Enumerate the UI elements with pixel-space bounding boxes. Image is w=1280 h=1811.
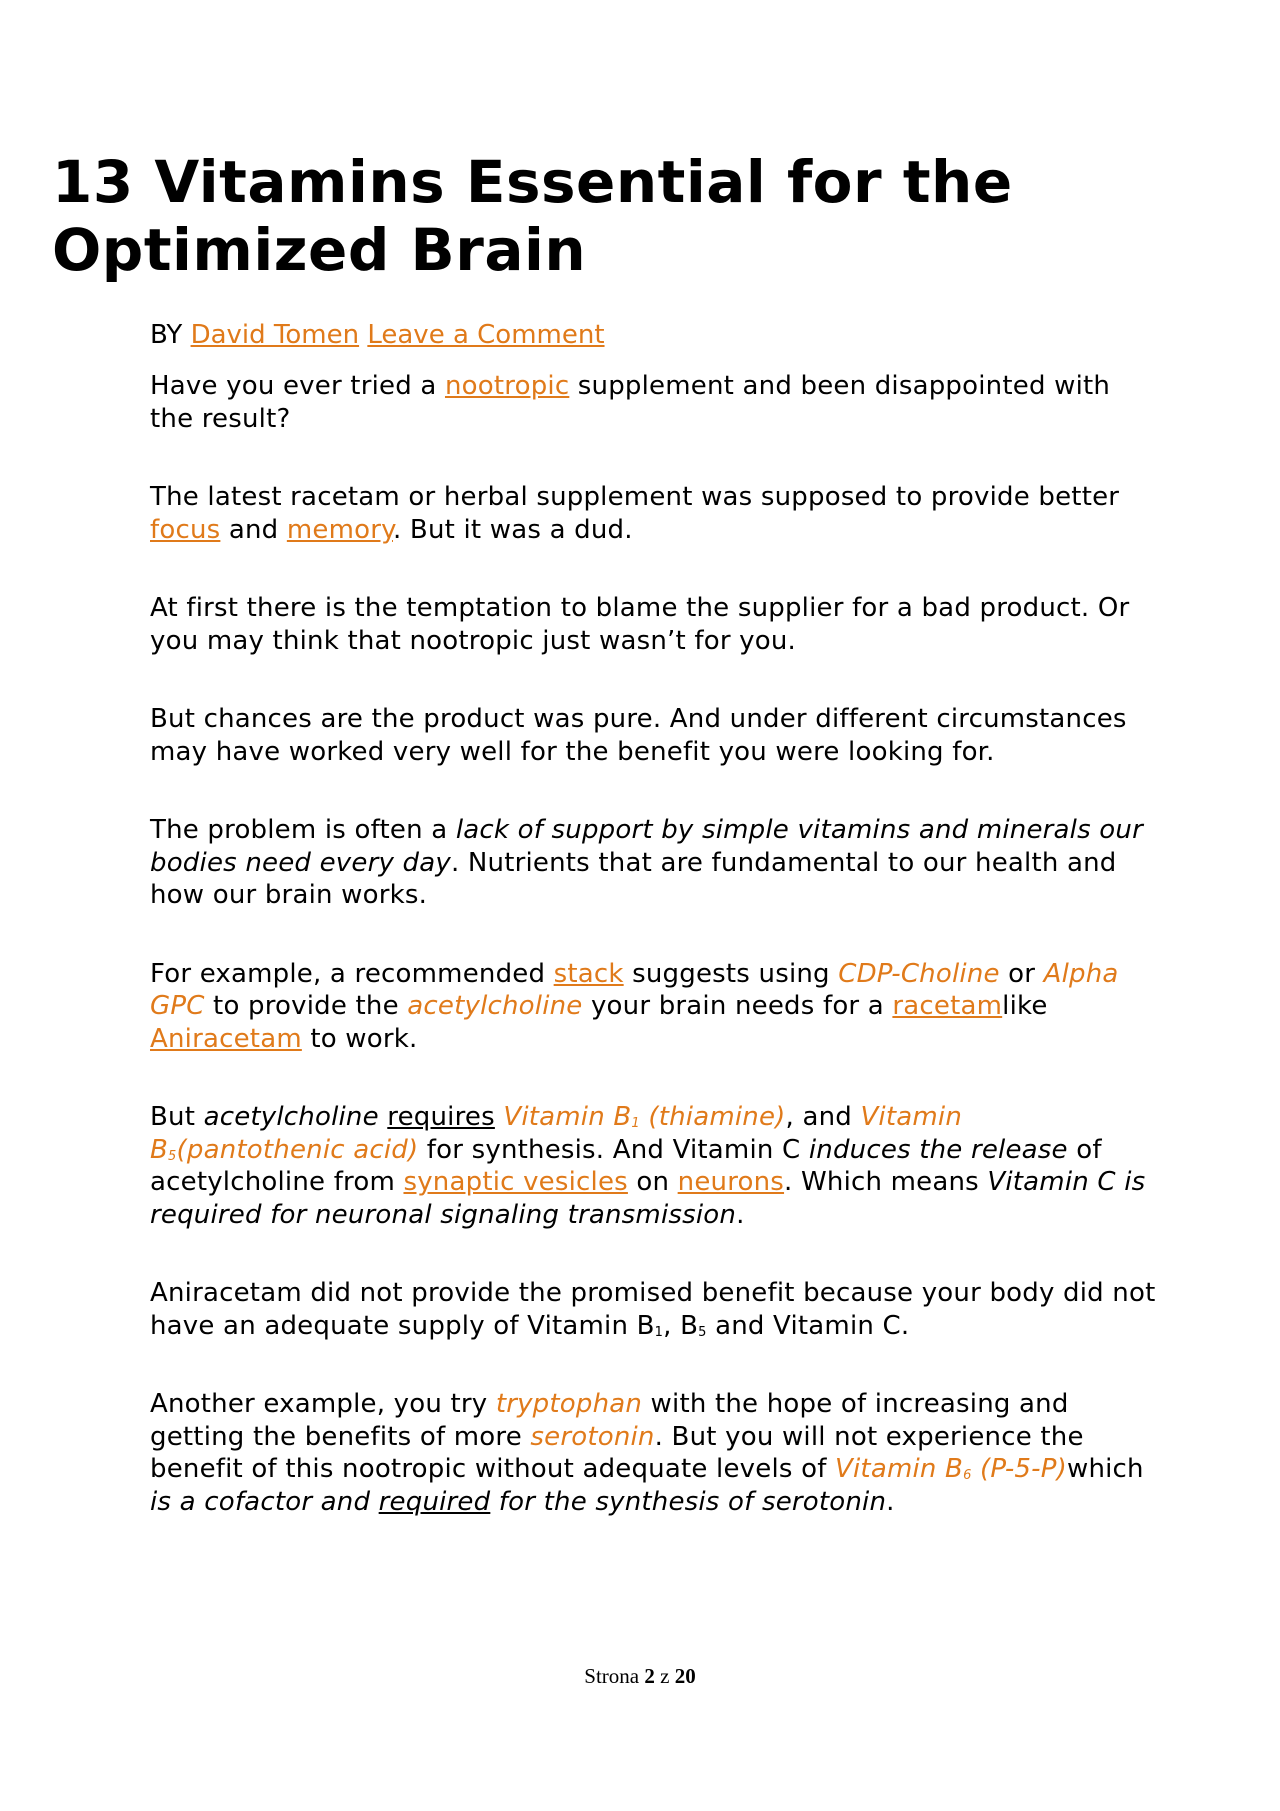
focus-link[interactable]: focus	[150, 514, 221, 545]
byline-by: BY	[150, 320, 183, 350]
vitamin-b5-subscript: 5	[168, 1148, 177, 1164]
article-body	[150, 318, 1160, 1564]
p5-text-1: The problem is often a	[150, 815, 456, 845]
p6-text-1: For example, a recommended	[150, 958, 554, 989]
p7-emphasis-1: induces the release	[808, 1134, 1068, 1165]
neurons-link[interactable]: neurons	[677, 1167, 785, 1197]
vitamin-b1-text: Vitamin B	[503, 1102, 632, 1132]
p6-text-6: like	[1002, 991, 1048, 1021]
paragraph-6	[150, 958, 1160, 1056]
p9-text-2: with the hope of increasing and getting the benefits of more	[150, 1389, 1069, 1452]
footer-page-number: 2	[644, 1664, 655, 1688]
p9-emphasis-2: for the synthesis of serotonin	[490, 1486, 887, 1517]
p9-text-4: which	[1066, 1454, 1144, 1484]
p7-text-8: . Which means	[784, 1167, 988, 1197]
tryptophan-link[interactable]: tryptophan	[495, 1389, 643, 1419]
p7-acetylcholine: acetylcholine	[203, 1102, 379, 1132]
acetylcholine-link[interactable]: acetylcholine	[407, 991, 583, 1021]
paragraph-9	[150, 1388, 1160, 1518]
p9-text-5: .	[886, 1486, 895, 1517]
p6-text-2: suggests using	[623, 958, 839, 989]
alpha-gpc-link[interactable]: Alpha GPC	[150, 958, 1119, 1021]
footer-of: z	[660, 1664, 670, 1688]
p7-space-1	[379, 1102, 387, 1132]
p1-text-1: Have you ever tried a	[150, 371, 445, 401]
p7-emphasis-2: Vitamin C is required for neuronal signaling transmission	[150, 1167, 1146, 1230]
p5-emphasis: lack of support by simple vitamins and minerals our bodies need every day	[150, 815, 1143, 878]
vitamin-b6-text: Vitamin B	[835, 1454, 964, 1484]
p8-text-3: and Vitamin C.	[706, 1310, 910, 1341]
cdp-choline-link[interactable]: CDP-Choline	[838, 958, 1000, 989]
aniracetam-link[interactable]: Aniracetam	[150, 1023, 302, 1054]
vitamin-b1-name: (thiamine)	[639, 1102, 786, 1132]
stack-link[interactable]: stack	[553, 958, 624, 989]
vitamin-b1-subscript: 1	[631, 1116, 640, 1131]
vitamin-b5-name: (pantothenic acid)	[176, 1134, 419, 1165]
p7-text-5: for synthesis. And Vitamin C	[418, 1134, 809, 1165]
p9-text-3: . But you will not experience the benefit of this nootropic without adequate levels of	[150, 1421, 1084, 1484]
vitamin-b5-text: Vitamin B	[150, 1102, 963, 1165]
paragraph-1	[150, 370, 1160, 435]
vitamin-b6-name: (P-5-P)	[971, 1454, 1067, 1484]
paragraph-3: At first there is the temptation to blame the supplier for a bad product. Or you may think that nootropic just wasn’t for you.	[150, 593, 1130, 656]
p7-text-4: , and	[785, 1102, 861, 1132]
p2-text-3: . But it was a dud.	[392, 514, 633, 545]
racetam-link[interactable]: racetam	[892, 991, 1003, 1021]
vitamin-b1-link[interactable]	[503, 1102, 785, 1132]
synaptic-vesicles-link[interactable]: synaptic vesicles	[403, 1167, 628, 1197]
p2-text-2: and	[220, 514, 287, 545]
p7-text-7: on	[627, 1167, 678, 1197]
p7-text-6: of acetylcholine from	[150, 1134, 1102, 1197]
paragraph-8	[150, 1277, 1160, 1342]
footer-label: Strona	[584, 1664, 640, 1688]
memory-link[interactable]: memory	[286, 514, 393, 545]
nootropic-link[interactable]: nootropic	[444, 371, 570, 401]
p5-text-2: . Nutrients that are fundamental to our health and how our brain works.	[150, 847, 1117, 910]
author-link[interactable]: David Tomen	[190, 320, 360, 350]
p8-subscript-5: 5	[698, 1324, 707, 1340]
paragraph-2	[150, 481, 1160, 546]
p8-subscript-1: 1	[654, 1324, 664, 1340]
p9-required: required	[378, 1486, 491, 1517]
p9-text-1: Another example, you try	[150, 1389, 496, 1419]
p6-text-5: your brain needs for a	[582, 991, 893, 1021]
p1-text-2: supplement and been disappointed with the result?	[150, 371, 1111, 434]
p7-requires: requires	[387, 1102, 495, 1132]
article-title: 13 Vitamins Essential for the Optimized Brain	[52, 148, 1013, 284]
p6-text-7: to work.	[301, 1023, 418, 1054]
paragraph-5	[150, 814, 1160, 912]
p2-text-1: The latest racetam or herbal supplement was supposed to provide better	[150, 482, 1120, 512]
paragraph-4: But chances are the product was pure. And under different circumstances may have worked very well for the benefit you were looking for.	[150, 704, 1127, 767]
vitamin-b6-subscript: 6	[963, 1468, 972, 1483]
p8-text-1: Aniracetam did not provide the promised benefit because your body did not have an adequate supply of Vitamin B	[150, 1278, 1156, 1341]
p8-text-2: , B	[663, 1310, 699, 1341]
p6-text-4: to provide the	[204, 991, 408, 1021]
byline	[150, 318, 1160, 352]
p7-text-9: .	[736, 1199, 745, 1230]
footer-total-pages: 20	[674, 1664, 696, 1688]
p9-emphasis-1: is a cofactor and	[150, 1486, 379, 1517]
vitamin-b6-link[interactable]	[835, 1454, 1067, 1484]
p6-text-3: or	[999, 958, 1044, 989]
serotonin-link[interactable]: serotonin	[530, 1421, 655, 1452]
leave-comment-link[interactable]: Leave a Comment	[367, 320, 605, 350]
paragraph-7	[150, 1101, 1160, 1231]
page-footer	[0, 1664, 1280, 1689]
p7-text-1: But	[150, 1102, 204, 1132]
